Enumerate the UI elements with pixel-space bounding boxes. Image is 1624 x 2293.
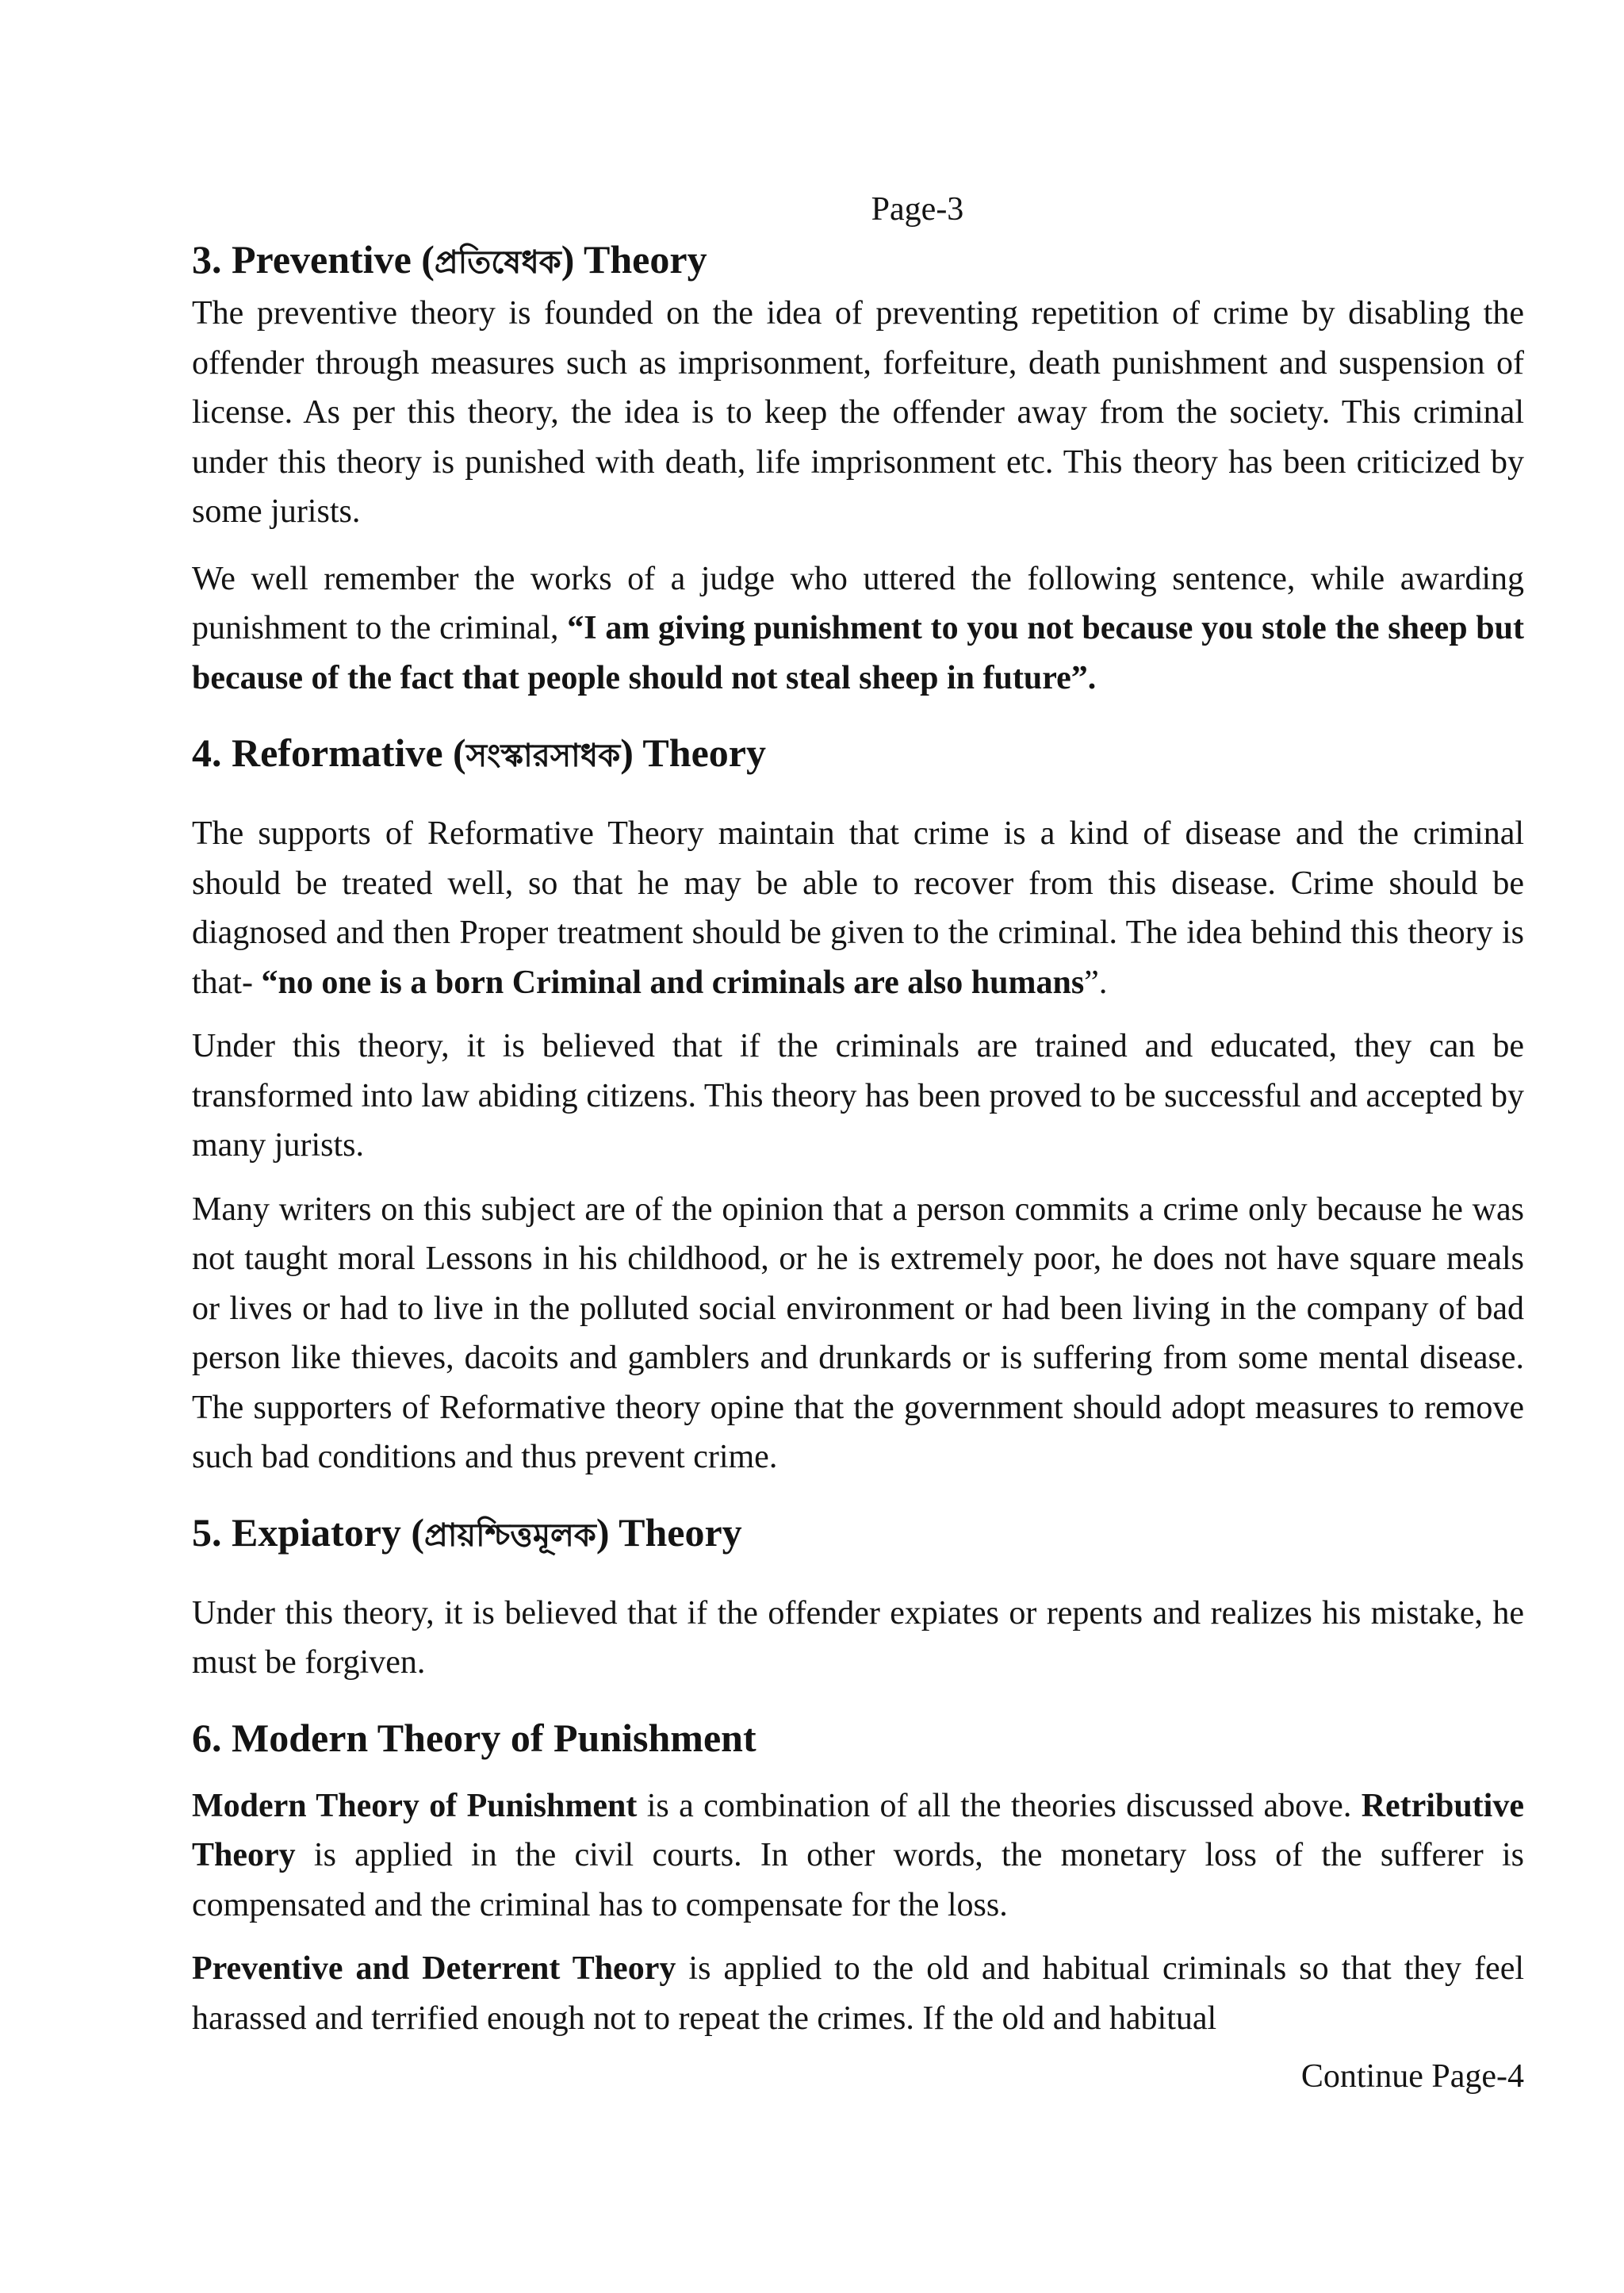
modern-p2-bold: Preventive and Deterrent Theory	[192, 1950, 676, 1987]
heading-bengali-term: প্রতিষেধক	[434, 244, 561, 281]
heading-bengali-term: সংস্কারসাধক	[465, 738, 621, 774]
preventive-p2-quote: “I am giving punishment to you not because you stole the sheep but because of the fact that people should not steal sheep in future”.	[192, 610, 1524, 696]
heading-prefix: 3. Preventive (	[192, 237, 435, 282]
heading-prefix: 4. Reformative (	[192, 730, 466, 775]
heading-expiatory-theory	[192, 1506, 1524, 1562]
continue-note: Continue Page-4	[1300, 2058, 1524, 2095]
reformative-paragraph-2: Under this theory, it is believed that if the criminals are trained and educated, they can be transformed into law abiding citizens. This theory has been proved to be successful and accepted by many jurists.	[192, 1028, 1524, 1164]
preventive-paragraph-2	[192, 554, 1524, 704]
heading-reformative-theory	[192, 727, 1524, 782]
preventive-paragraph-1: The preventive theory is founded on the idea of preventing repetition of crime by disabling the offender through measures such as imprisonment, forfeiture, death punishment and suspension of license. As per this theory, the idea is to keep the offender away from the society. This criminal under this theory is punished with death, life imprisonment etc. This theory has been criticized by some jurists.	[192, 295, 1524, 530]
heading-suffix: ) Theory	[561, 237, 707, 282]
document-page	[192, 187, 1524, 2099]
modern-p1-bold-2: Retributive Theory	[192, 1787, 1524, 1873]
reformative-paragraph-3: Many writers on this subject are of the opinion that a person commits a crime only because he was not taught moral Lessons in his childhood, or he is extremely poor, he does not have square meals or lives or had to live in the polluted social environment or had been living in the company of bad person like thieves, dacoits and gamblers and drunkards or is suffering from some mental disease. The supporters of Reformative theory opine that the government should adopt measures to remove such bad conditions and thus prevent crime.	[192, 1191, 1524, 1475]
reformative-p1-quote: “no one is a born Criminal and criminals are also humans	[261, 964, 1085, 1001]
heading-preventive-theory	[192, 233, 1524, 289]
modern-p2-text: is applied to the old and habitual criminals so that they feel harassed and terrified enough not to repeat the crimes. If the old and habitual	[192, 1950, 1525, 2037]
heading-modern-theory: 6. Modern Theory of Punishment	[192, 1715, 756, 1760]
preventive-p2-text: We well remember the works of a judge who uttered the following sentence, while awarding punishment to the criminal,	[192, 560, 1524, 646]
reformative-p1-text: The supports of Reformative Theory maintain that crime is a kind of disease and the criminal should be treated well, so that he may be able to recover from this disease. Crime should be diagnosed and then Proper treatment should be given to the criminal. The idea behind this theory is that-	[192, 815, 1524, 1001]
heading-bengali-term: প্রায়শ্চিত্তমূলক	[424, 1517, 596, 1554]
heading-suffix: ) Theory	[596, 1509, 742, 1555]
modern-paragraph-2	[192, 1944, 1524, 2043]
modern-p1-text-2: is applied in the civil courts. In other words, the monetary loss of the sufferer is compensated and the criminal has to compensate for the loss.	[192, 1837, 1524, 1923]
reformative-p1-end: ”.	[1084, 964, 1108, 1001]
heading-suffix: ) Theory	[620, 730, 766, 775]
reformative-paragraph-1	[192, 809, 1524, 1007]
modern-p1-bold-1: Modern Theory of Punishment	[192, 1787, 638, 1824]
expiatory-paragraph-1: Under this theory, it is believed that if the offender expiates or repents and realizes his mistake, he must be forgiven.	[192, 1594, 1524, 1681]
heading-prefix: 5. Expiatory (	[192, 1509, 425, 1555]
page-number: Page-3	[871, 191, 964, 228]
modern-paragraph-1	[192, 1781, 1524, 1931]
modern-p1-text-1: is a combination of all the theories discussed above.	[637, 1787, 1362, 1824]
